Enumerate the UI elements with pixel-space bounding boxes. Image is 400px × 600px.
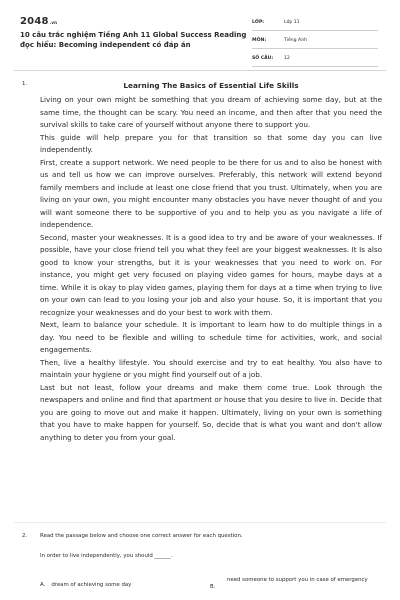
- passage-paragraph: This guide will help prepare you for that transition so that some day you can live independently.: [40, 132, 382, 154]
- question-divider: [14, 522, 386, 523]
- meta-key: LỚP:: [252, 20, 265, 25]
- meta-row-count: [252, 54, 378, 67]
- passage-title: Learning The Basics of Essential Life Skills: [123, 81, 299, 90]
- passage-paragraph: First, create a support network. We need people to be there for us and to also be honest with us and tell us how we can improve ourselves. Preferably, this network will extend beyond family members and include at least one close friend that you trust. Ultimately, when you are living on your own, you might encounter many obstacles you have never thought of and you will want someone there to be supportive of you and to help you as you navigate a life of independence.: [40, 157, 382, 229]
- header-divider: [14, 70, 386, 71]
- meta-info: [252, 18, 378, 72]
- option-letter: B.: [210, 584, 216, 590]
- option-text: dream of achieving some day: [51, 582, 132, 588]
- meta-row-grade: [252, 18, 378, 31]
- passage-paragraph: Then, live a healthy lifestyle. You should exercise and try to eat healthy. You also have to maintain your hygiene or you might find yourself out of a job.: [40, 357, 382, 379]
- passage-paragraph: Next, learn to balance your schedule. It is important to learn how to do multiple things in a day. You need to be flexible and willing to schedule time for activities, work, and social engagements.: [40, 320, 382, 354]
- answer-option-a[interactable]: [40, 582, 131, 588]
- passage-paragraph: Last but not least, follow your dreams and make them come true. Look through the newspapers and online and find that apartment or house that you desire to live in. Decide that you are going to move out and make it happen. Ultimately, living on your own is something that you have to make happen for yourself. So, decide that is what you want and don't allow anything to deter you from your goal.: [40, 382, 382, 442]
- question-number: 1.: [22, 81, 28, 87]
- passage-paragraph: Living on your own might be something that you dream of achieving some day, but at the same time, the thought can be scary. You need an income, and then after that you need the survival skills to take care of yourself without anyone there to support you.: [40, 95, 382, 129]
- meta-key: SỐ CÂU:: [252, 56, 274, 61]
- question-instruction: Read the passage below and choose one correct answer for each question.: [40, 533, 243, 539]
- site-logo[interactable]: [20, 16, 57, 27]
- option-text[interactable]: need someone to support you in case of emergency: [227, 577, 368, 583]
- question-stem: In order to live independently, you should ______.: [40, 553, 173, 559]
- document-header: [0, 0, 400, 70]
- brand-name: 2048: [20, 16, 49, 27]
- document-title: 10 câu trắc nghiệm Tiếng Anh 11 Global Success Reading đọc hiểu: Becoming independent có đáp án: [20, 31, 247, 49]
- meta-value: Lớp 11: [284, 20, 300, 25]
- brand-suffix: .vn: [49, 20, 58, 25]
- meta-value: Tiếng Anh: [284, 38, 308, 43]
- passage-paragraph: Second, master your weaknesses. It is a good idea to try and be aware of your weaknesses. If possible, have your close friend tell you what they feel are your biggest weaknesses. It Is also good to know your strengths, but it is your weaknesses that you need to work on. For instance, you might get very focused on playing video games for hours, maybe days at a time. While it is okay to play video games, playing them for days at a time when trying to live on your own can lead to you losing your job and also your house. So, it is important that you recognize your weaknesses and do your best to work with them.: [40, 232, 382, 317]
- meta-value: 12: [284, 56, 290, 61]
- reading-passage: [40, 94, 382, 444]
- option-letter: A.: [40, 582, 46, 588]
- meta-row-subject: [252, 36, 378, 49]
- meta-key: MÔN:: [252, 38, 267, 43]
- answer-option-b[interactable]: [210, 584, 215, 590]
- question-number: 2.: [22, 533, 28, 539]
